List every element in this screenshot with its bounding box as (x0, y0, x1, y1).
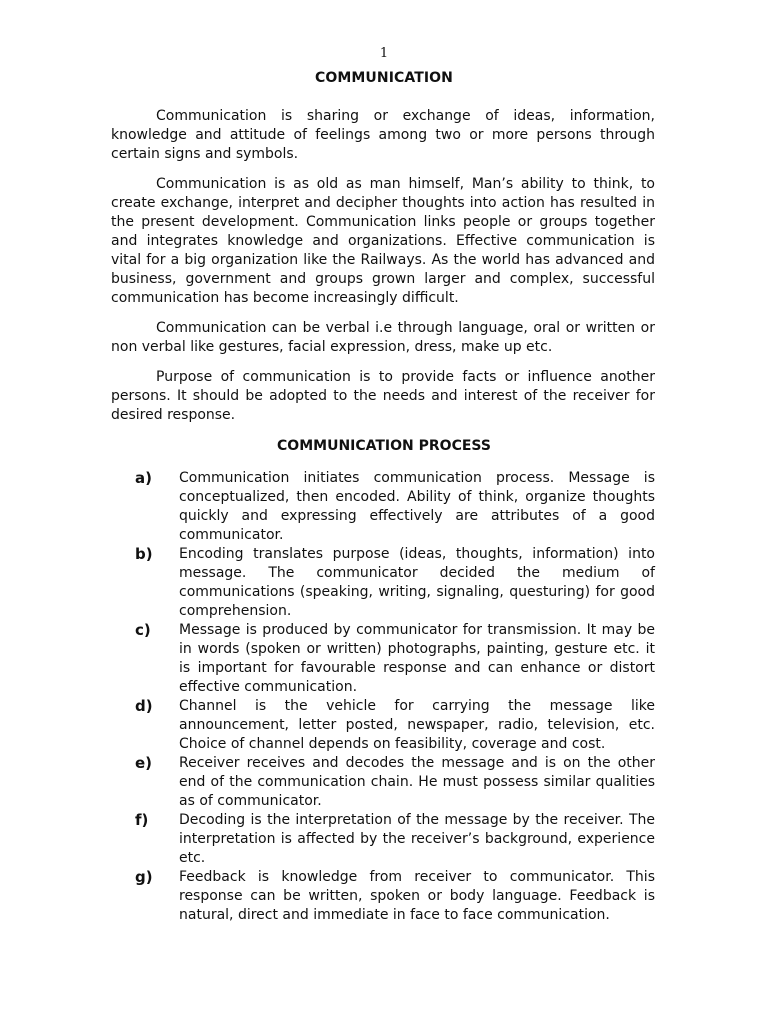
paragraph-purpose: Purpose of communication is to provide facts or influence another persons. It should be adopted to the needs and interest of the receiver for desired response. (111, 369, 655, 423)
list-item (111, 621, 655, 697)
list-item-text: Encoding translates purpose (ideas, thoughts, information) into message. The communicator decided the medium of communications (speaking, writing, signaling, questuring) for good comprehension. (179, 546, 655, 619)
list-marker: a) (135, 469, 152, 487)
list-marker: e) (135, 754, 153, 772)
paragraph-definition: Communication is sharing or exchange of ideas, information, knowledge and attitude of feelings among two or more persons through certain signs and symbols. (111, 108, 655, 162)
process-steps-list (111, 469, 655, 925)
list-item (111, 811, 655, 868)
list-item-text: Message is produced by communicator for transmission. It may be in words (spoken or written) photographs, painting, gesture etc. it is important for favourable response and can enhance or distort effective communication. (179, 622, 655, 695)
body-text (111, 107, 655, 436)
list-item-text: Feedback is knowledge from receiver to communicator. This response can be written, spoken or body language. Feedback is natural, direct and immediate in face to face communication. (179, 869, 655, 923)
list-marker: b) (135, 545, 153, 563)
list-item-text: Communication initiates communication process. Message is conceptualized, then encoded. Ability of think, organize thoughts quickly and expressing effectively are attributes of a good communicator. (179, 470, 655, 543)
list-item (111, 697, 655, 754)
list-item (111, 868, 655, 925)
list-item-text: Decoding is the interpretation of the message by the receiver. The interpretation is affected by the receiver’s background, experience etc. (179, 812, 655, 866)
section-title: COMMUNICATION PROCESS (277, 438, 491, 454)
list-marker: g) (135, 868, 153, 886)
list-marker: d) (135, 697, 153, 715)
paragraph-types: Communication can be verbal i.e through language, oral or written or non verbal like gestures, facial expression, dress, make up etc. (111, 320, 655, 355)
list-item-text: Receiver receives and decodes the message and is on the other end of the communication chain. He must possess similar qualities as of communicator. (179, 755, 655, 809)
page-title: COMMUNICATION (314, 70, 454, 86)
list-item (111, 469, 655, 545)
list-item (111, 754, 655, 811)
page-number: 1 (379, 46, 389, 61)
paragraph-history: Communication is as old as man himself, Man’s ability to think, to create exchange, interpret and decipher thoughts into action has resulted in the present development. Communication links people or groups together and integrates knowledge and organizations. Effective communication is vital for a big organization like the Railways. As the world has advanced and business, government and groups grown larger and complex, successful communication has become increasingly difficult. (111, 176, 655, 306)
list-item-text: Channel is the vehicle for carrying the message like announcement, letter posted, newspaper, radio, television, etc. Choice of channel depends on feasibility, coverage and cost. (179, 698, 655, 752)
list-marker: c) (135, 621, 151, 639)
list-marker: f) (135, 811, 149, 829)
list-item (111, 545, 655, 621)
